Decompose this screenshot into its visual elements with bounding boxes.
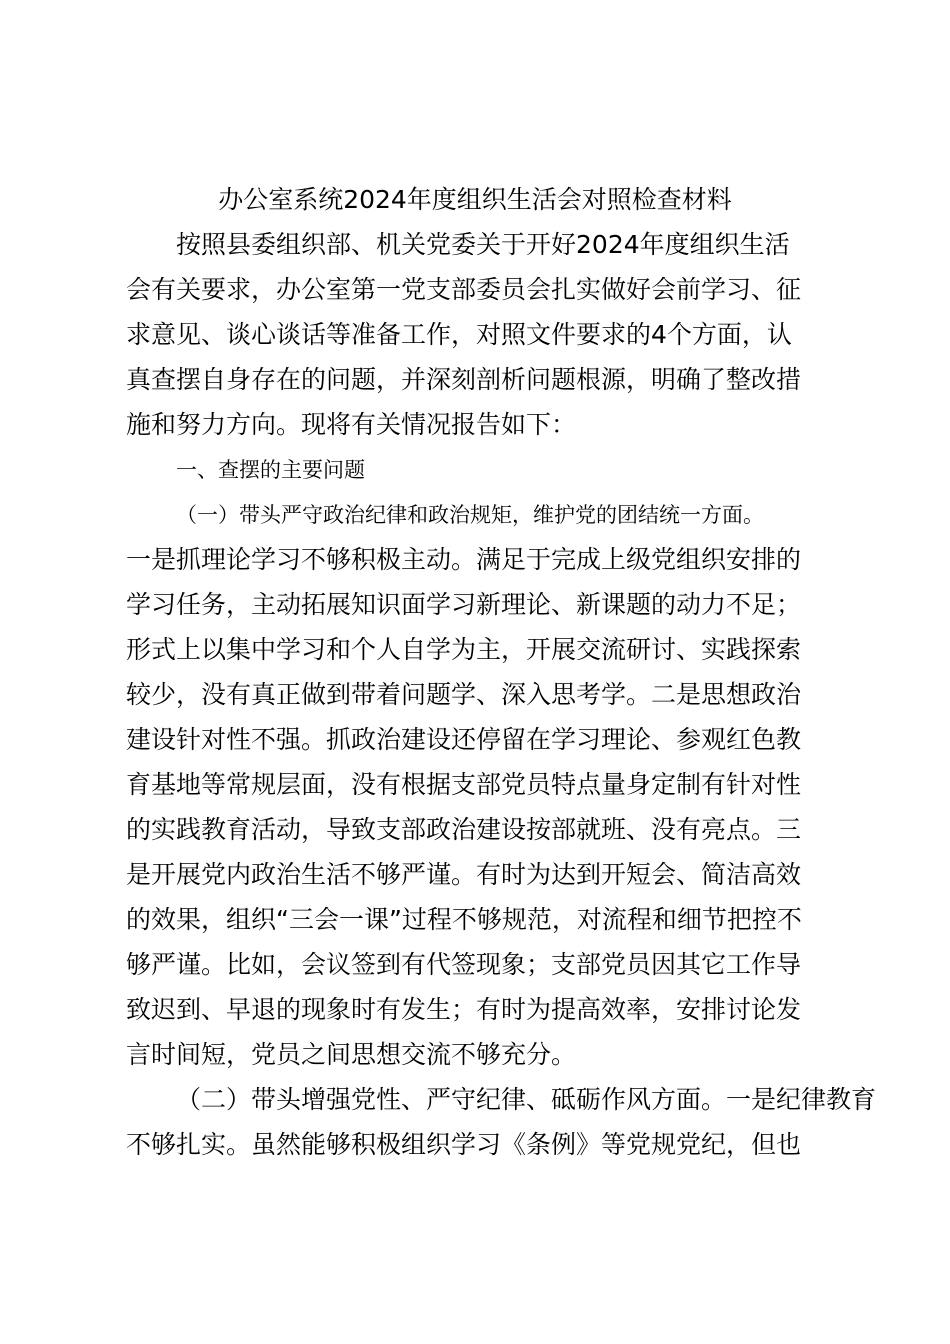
section-heading: 一、查摆的主要问题 bbox=[176, 458, 365, 482]
paragraph-line: 致迟到、早退的现象时有发生；有时为提高效率，安排讨论发 bbox=[126, 995, 802, 1024]
paragraph-line: 真查摆自身存在的问题，并深刻剖析问题根源，明确了整改措 bbox=[126, 365, 802, 394]
paragraph-line: 会有关要求，办公室第一党支部委员会扎实做好会前学习、征 bbox=[126, 275, 802, 304]
paragraph-line: 建设针对性不强。抓政治建设还停留在学习理论、参观红色教 bbox=[126, 725, 802, 754]
paragraph-line: 言时间短，党员之间思想交流不够充分。 bbox=[126, 1040, 577, 1069]
paragraph-line: 形式上以集中学习和个人自学为主，开展交流研讨、实践探索 bbox=[126, 635, 802, 664]
paragraph-line: 育基地等常规层面，没有根据支部党员特点量身定制有针对性 bbox=[126, 770, 802, 799]
subsection-heading: （一）带头严守政治纪律和政治规矩，维护党的团结统一方面。 bbox=[176, 503, 764, 527]
paragraph-line: 的实践教育活动，导致支部政治建设按部就班、没有亮点。三 bbox=[126, 815, 802, 844]
paragraph-line: 不够扎实。虽然能够积极组织学习《条例》等党规党纪，但也 bbox=[126, 1130, 802, 1159]
paragraph-line: 是开展党内政治生活不够严谨。有时为达到开短会、简洁高效 bbox=[126, 860, 802, 889]
paragraph-line: 较少，没有真正做到带着问题学、深入思考学。二是思想政治 bbox=[126, 680, 802, 709]
paragraph-line: 一是抓理论学习不够积极主动。满足于完成上级党组织安排的 bbox=[126, 545, 802, 574]
paragraph-line: 够严谨。比如，会议签到有代签现象；支部党员因其它工作导 bbox=[126, 950, 802, 979]
paragraph-line: 求意见、谈心谈话等准备工作，对照文件要求的4个方面，认 bbox=[126, 320, 792, 349]
paragraph-line: 按照县委组织部、机关党委关于开好2024年度组织生活 bbox=[176, 230, 790, 259]
paragraph-line: 施和努力方向。现将有关情况报告如下： bbox=[126, 410, 577, 439]
subsection-heading: （二）带头增强党性、严守纪律、砥砺作风方面。一是纪律教育 bbox=[176, 1085, 877, 1114]
document-title: 办公室系统2024年度组织生活会对照检查材料 bbox=[218, 185, 732, 214]
paragraph-line: 的效果，组织“三会一课”过程不够规范，对流程和细节把控不 bbox=[126, 905, 802, 934]
paragraph-line: 学习任务，主动拓展知识面学习新理论、新课题的动力不足； bbox=[126, 590, 802, 619]
